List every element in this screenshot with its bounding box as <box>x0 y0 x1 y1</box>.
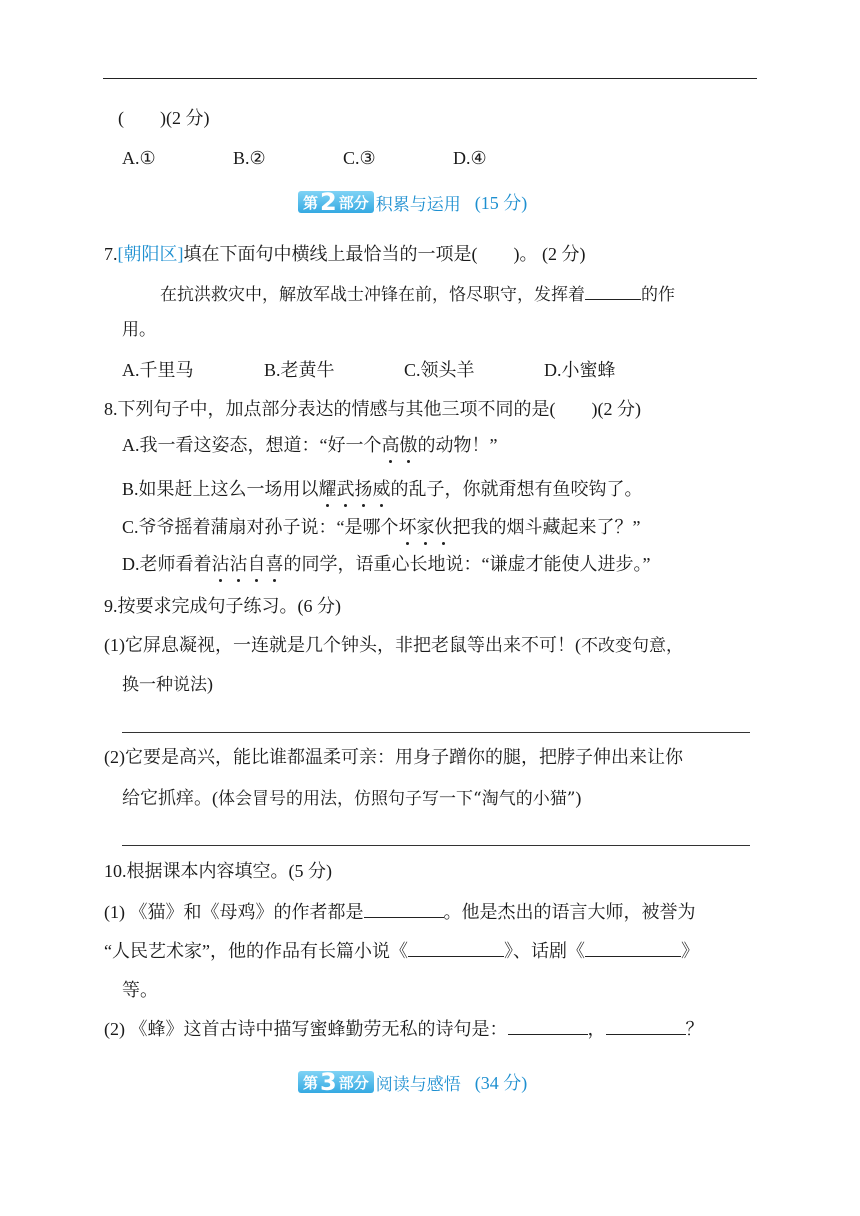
q9-part1-line2: 换一种说法) <box>122 674 213 695</box>
q10-poem-blank-1[interactable] <box>508 1016 588 1035</box>
q6-option-c: C.③ <box>343 148 376 168</box>
section-3-header <box>298 1068 527 1096</box>
section-3-badge: 第 3 部分 <box>298 1071 374 1093</box>
q8-stem: 8.下列句子中，加点部分表达的情感与其他三项不同的是( )(2 分) <box>104 399 641 419</box>
q8-option-b: B.如果赶上这么一场用以耀武扬威的乱子，你就甭想有鱼咬钩了。 <box>122 479 643 499</box>
q6-option-a: A.① <box>122 148 156 168</box>
q7-stem: 7.[朝阳区]填在下面句中横线上最恰当的一项是( )。 (2 分) <box>104 244 586 264</box>
section-2-header <box>298 188 527 216</box>
q9-stem: 9.按要求完成句子练习。(6 分) <box>104 596 341 616</box>
q8-c-dotted: 坏家伙 <box>398 517 453 537</box>
q10-play-blank[interactable] <box>585 938 681 957</box>
section-2-score: (15 分) <box>474 193 528 213</box>
section-2-title: 积累与运用 <box>375 194 461 215</box>
q10-author-blank[interactable] <box>364 899 444 918</box>
q10-poem-blank-2[interactable] <box>606 1016 686 1035</box>
q8-option-d: D.老师看着沾沾自喜的同学，语重心长地说：“谦虚才能使人进步。” <box>122 554 651 574</box>
q10-novel-blank[interactable] <box>408 938 504 957</box>
q6-options <box>0 146 860 170</box>
q10-part1-line2: “人民艺术家”，他的作品有长篇小说《 》、话剧《 》 <box>104 938 699 963</box>
q9-part1-line1: (1)它屏息凝视，一连就是几个钟头，非把老鼠等出来不可！(不改变句意， <box>104 635 683 656</box>
q10-part2: (2) 《蜂》这首古诗中描写蜜蜂勤劳无私的诗句是： ， ？ <box>104 1016 704 1041</box>
q10-stem: 10.根据课本内容填空。(5 分) <box>104 861 332 881</box>
q7-option-d: D.小蜜蜂 <box>544 360 616 380</box>
q8-b-dotted: 耀武扬威 <box>318 479 391 499</box>
q9-part2-line1: (2)它要是高兴，能比谁都温柔可亲：用身子蹭你的腿，把脖子伸出来让你 <box>104 747 683 767</box>
q7-option-b: B.老黄牛 <box>264 360 335 380</box>
q9-part2-answer-line[interactable] <box>122 845 750 846</box>
q7-options <box>0 358 860 382</box>
header-rule <box>103 78 757 79</box>
section-2-badge: 第 2 部分 <box>298 191 374 213</box>
q8-option-a: A.我一看这姿态，想道：“好一个高傲的动物！” <box>122 435 498 455</box>
q10-part1-line1: (1) 《猫》和《母鸡》的作者都是 。他是杰出的语言大师，被誉为 <box>104 899 696 924</box>
q7-sentence-line2: 用。 <box>122 320 156 340</box>
q7-blank <box>585 281 641 300</box>
q9-part1-answer-line[interactable] <box>122 732 750 733</box>
q6-option-d: D.④ <box>453 148 487 168</box>
q6-bracket: ( )(2 分) <box>118 108 210 128</box>
section-3-title: 阅读与感悟 <box>375 1074 461 1095</box>
q9-part2-line2: 给它抓痒。(体会冒号的用法，仿照句子写一下“淘气的小猫”) <box>122 788 582 809</box>
q10-part1-line3: 等。 <box>122 980 158 1000</box>
q6-option-b: B.② <box>233 148 266 168</box>
q7-region: [朝阳区] <box>117 244 184 264</box>
q7-sentence-line1: 在抗洪救灾中，解放军战士冲锋在前，恪尽职守，发挥着 的作 <box>160 281 675 307</box>
q7-option-c: C.领头羊 <box>404 360 475 380</box>
section-3-score: (34 分) <box>474 1073 528 1093</box>
q7-option-a: A.千里马 <box>122 360 194 380</box>
q8-d-dotted: 沾沾自喜 <box>211 554 284 574</box>
q8-option-c: C.爷爷摇着蒲扇对孙子说：“是哪个坏家伙把我的烟斗藏起来了？” <box>122 517 641 537</box>
q8-a-dotted: 高傲 <box>381 435 418 455</box>
